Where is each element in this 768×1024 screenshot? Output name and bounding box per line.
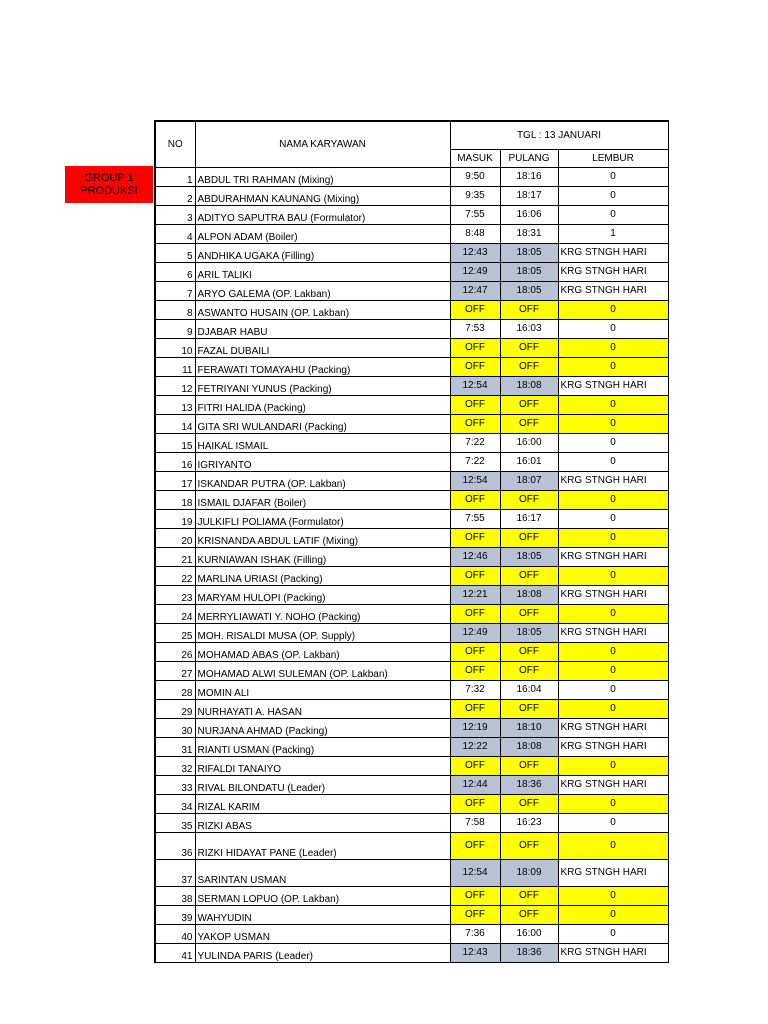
row-number: 28 [155, 680, 195, 699]
time-in: OFF [450, 395, 500, 414]
overtime: 0 [558, 905, 668, 924]
row-number: 20 [155, 528, 195, 547]
employee-name: RIFALDI TANAIYO [195, 756, 450, 775]
time-out: 18:08 [500, 737, 558, 756]
time-out: 18:09 [500, 859, 558, 886]
employee-name: ANDHIKA UGAKA (Filling) [195, 243, 450, 262]
overtime: 0 [558, 509, 668, 528]
time-in: OFF [450, 905, 500, 924]
time-in: OFF [450, 528, 500, 547]
table-row [155, 319, 668, 338]
employee-name: MARLINA URIASI (Packing) [195, 566, 450, 585]
row-number: 16 [155, 452, 195, 471]
employee-name: YULINDA PARIS (Leader) [195, 943, 450, 962]
time-out: OFF [500, 756, 558, 775]
employee-name: ARIL TALIKI [195, 262, 450, 281]
table-row [155, 886, 668, 905]
overtime: 0 [558, 813, 668, 832]
time-out: 16:23 [500, 813, 558, 832]
row-number: 37 [155, 859, 195, 886]
table-row [155, 623, 668, 642]
time-in: 12:43 [450, 243, 500, 262]
employee-name: JULKIFLI POLIAMA (Formulator) [195, 509, 450, 528]
employee-name: SERMAN LOPUO (OP. Lakban) [195, 886, 450, 905]
time-out: 16:17 [500, 509, 558, 528]
overtime: 0 [558, 924, 668, 943]
time-out: OFF [500, 642, 558, 661]
time-out: OFF [500, 338, 558, 357]
time-out: OFF [500, 661, 558, 680]
overtime: 0 [558, 642, 668, 661]
time-out: 18:36 [500, 943, 558, 962]
table-row [155, 509, 668, 528]
time-out: OFF [500, 794, 558, 813]
row-number: 7 [155, 281, 195, 300]
time-in: OFF [450, 661, 500, 680]
employee-name: YAKOP USMAN [195, 924, 450, 943]
time-out: 18:07 [500, 471, 558, 490]
table-row [155, 794, 668, 813]
time-in: OFF [450, 832, 500, 859]
table-row [155, 661, 668, 680]
time-out: OFF [500, 832, 558, 859]
table-row [155, 357, 668, 376]
overtime: KRG STNGH HARI [558, 471, 668, 490]
row-number: 21 [155, 547, 195, 566]
overtime: KRG STNGH HARI [558, 623, 668, 642]
time-in: OFF [450, 490, 500, 509]
row-number: 40 [155, 924, 195, 943]
employee-name: FAZAL DUBAILI [195, 338, 450, 357]
overtime: KRG STNGH HARI [558, 547, 668, 566]
overtime: 0 [558, 357, 668, 376]
time-in: OFF [450, 566, 500, 585]
overtime: KRG STNGH HARI [558, 585, 668, 604]
time-in: 12:49 [450, 262, 500, 281]
time-in: OFF [450, 357, 500, 376]
overtime: 0 [558, 414, 668, 433]
table-row [155, 186, 668, 205]
header-masuk: MASUK [450, 149, 500, 167]
table-row [155, 775, 668, 794]
table-row [155, 756, 668, 775]
time-out: 18:31 [500, 224, 558, 243]
overtime: 0 [558, 756, 668, 775]
time-in: OFF [450, 604, 500, 623]
employee-name: ABDUL TRI RAHMAN (Mixing) [195, 167, 450, 186]
time-in: OFF [450, 794, 500, 813]
time-in: 7:22 [450, 433, 500, 452]
employee-name: FITRI HALIDA (Packing) [195, 395, 450, 414]
row-number: 18 [155, 490, 195, 509]
time-in: 9:35 [450, 186, 500, 205]
overtime: 0 [558, 886, 668, 905]
time-in: 7:58 [450, 813, 500, 832]
time-out: 16:03 [500, 319, 558, 338]
table-row [155, 376, 668, 395]
row-number: 33 [155, 775, 195, 794]
table-body [155, 167, 668, 962]
overtime: 0 [558, 604, 668, 623]
time-in: 12:54 [450, 471, 500, 490]
employee-name: MOHAMAD ALWI SULEMAN (OP. Lakban) [195, 661, 450, 680]
time-in: 12:46 [450, 547, 500, 566]
overtime: 0 [558, 699, 668, 718]
time-out: 16:00 [500, 433, 558, 452]
time-out: 18:36 [500, 775, 558, 794]
table-row [155, 395, 668, 414]
time-in: OFF [450, 756, 500, 775]
row-number: 6 [155, 262, 195, 281]
employee-name: RIZKI ABAS [195, 813, 450, 832]
time-in: 12:49 [450, 623, 500, 642]
row-number: 8 [155, 300, 195, 319]
table-row [155, 943, 668, 962]
time-in: OFF [450, 886, 500, 905]
time-in: OFF [450, 699, 500, 718]
employee-name: FERAWATI TOMAYAHU (Packing) [195, 357, 450, 376]
time-in: 12:47 [450, 281, 500, 300]
overtime: KRG STNGH HARI [558, 859, 668, 886]
time-out: 18:05 [500, 623, 558, 642]
row-number: 35 [155, 813, 195, 832]
row-number: 3 [155, 205, 195, 224]
time-in: OFF [450, 300, 500, 319]
time-out: OFF [500, 395, 558, 414]
time-in: 12:44 [450, 775, 500, 794]
time-out: 16:01 [500, 452, 558, 471]
employee-name: MERRYLIAWATI Y. NOHO (Packing) [195, 604, 450, 623]
employee-name: DJABAR HABU [195, 319, 450, 338]
table-row [155, 205, 668, 224]
table-row [155, 604, 668, 623]
time-in: 12:19 [450, 718, 500, 737]
employee-name: SARINTAN USMAN [195, 859, 450, 886]
time-in: 7:53 [450, 319, 500, 338]
employee-name: RIZKI HIDAYAT PANE (Leader) [195, 832, 450, 859]
table-row [155, 300, 668, 319]
time-in: 12:22 [450, 737, 500, 756]
time-out: OFF [500, 528, 558, 547]
row-number: 30 [155, 718, 195, 737]
time-in: 7:55 [450, 205, 500, 224]
time-out: 16:06 [500, 205, 558, 224]
overtime: 0 [558, 300, 668, 319]
table-row [155, 859, 668, 886]
row-number: 22 [155, 566, 195, 585]
employee-name: ABDURAHMAN KAUNANG (Mixing) [195, 186, 450, 205]
row-number: 34 [155, 794, 195, 813]
row-number: 32 [155, 756, 195, 775]
table-row [155, 699, 668, 718]
time-in: 9:50 [450, 167, 500, 186]
table-row [155, 471, 668, 490]
time-out: OFF [500, 905, 558, 924]
overtime: 0 [558, 433, 668, 452]
time-out: 16:00 [500, 924, 558, 943]
time-out: OFF [500, 490, 558, 509]
employee-name: KURNIAWAN ISHAK (Filling) [195, 547, 450, 566]
table-row [155, 262, 668, 281]
table-row [155, 452, 668, 471]
overtime: KRG STNGH HARI [558, 262, 668, 281]
employee-name: IGRIYANTO [195, 452, 450, 471]
time-out: 18:05 [500, 547, 558, 566]
table-row [155, 167, 668, 186]
table-row [155, 566, 668, 585]
employee-name: MARYAM HULOPI (Packing) [195, 585, 450, 604]
overtime: 0 [558, 661, 668, 680]
time-out: 18:17 [500, 186, 558, 205]
row-number: 12 [155, 376, 195, 395]
employee-name: FETRIYANI YUNUS (Packing) [195, 376, 450, 395]
row-number: 29 [155, 699, 195, 718]
time-out: OFF [500, 357, 558, 376]
overtime: 0 [558, 832, 668, 859]
table-row [155, 642, 668, 661]
employee-name: MOHAMAD ABAS (OP. Lakban) [195, 642, 450, 661]
overtime: KRG STNGH HARI [558, 943, 668, 962]
table-row [155, 414, 668, 433]
table-row [155, 737, 668, 756]
time-in: 12:54 [450, 859, 500, 886]
employee-name: KRISNANDA ABDUL LATIF (Mixing) [195, 528, 450, 547]
row-number: 4 [155, 224, 195, 243]
employee-name: NURJANA AHMAD (Packing) [195, 718, 450, 737]
overtime: 0 [558, 186, 668, 205]
table-row [155, 832, 668, 859]
row-number: 26 [155, 642, 195, 661]
row-number: 11 [155, 357, 195, 376]
table-row [155, 490, 668, 509]
table-row [155, 924, 668, 943]
overtime: 0 [558, 490, 668, 509]
overtime: KRG STNGH HARI [558, 376, 668, 395]
row-number: 25 [155, 623, 195, 642]
time-in: OFF [450, 338, 500, 357]
time-in: 7:55 [450, 509, 500, 528]
header-date: TGL : 13 JANUARI [450, 121, 668, 149]
overtime: KRG STNGH HARI [558, 281, 668, 300]
header-lembur: LEMBUR [558, 149, 668, 167]
table-row [155, 905, 668, 924]
row-number: 23 [155, 585, 195, 604]
overtime: 0 [558, 680, 668, 699]
time-out: 18:05 [500, 243, 558, 262]
row-number: 17 [155, 471, 195, 490]
time-out: OFF [500, 699, 558, 718]
employee-name: HAIKAL ISMAIL [195, 433, 450, 452]
employee-name: ISKANDAR PUTRA (OP. Lakban) [195, 471, 450, 490]
overtime: 0 [558, 452, 668, 471]
employee-name: ARYO GALEMA (OP. Lakban) [195, 281, 450, 300]
overtime: KRG STNGH HARI [558, 243, 668, 262]
time-out: OFF [500, 414, 558, 433]
row-number: 5 [155, 243, 195, 262]
time-in: 7:32 [450, 680, 500, 699]
time-out: 16:04 [500, 680, 558, 699]
row-number: 31 [155, 737, 195, 756]
row-number: 13 [155, 395, 195, 414]
employee-name: ADITYO SAPUTRA BAU (Formulator) [195, 205, 450, 224]
employee-name: ALPON ADAM (Boiler) [195, 224, 450, 243]
time-in: 8:48 [450, 224, 500, 243]
employee-name: NURHAYATI A. HASAN [195, 699, 450, 718]
row-number: 9 [155, 319, 195, 338]
table-row [155, 528, 668, 547]
table-row [155, 547, 668, 566]
overtime: 1 [558, 224, 668, 243]
row-number: 39 [155, 905, 195, 924]
row-number: 10 [155, 338, 195, 357]
table-row [155, 243, 668, 262]
row-number: 38 [155, 886, 195, 905]
time-out: OFF [500, 300, 558, 319]
employee-name: RIANTI USMAN (Packing) [195, 737, 450, 756]
table-row [155, 224, 668, 243]
group-label-badge [65, 166, 153, 203]
table-row [155, 718, 668, 737]
table-row [155, 338, 668, 357]
employee-name: ISMAIL DJAFAR (Boiler) [195, 490, 450, 509]
row-number: 19 [155, 509, 195, 528]
header-pulang: PULANG [500, 149, 558, 167]
employee-name: MOH. RISALDI MUSA (OP. Supply) [195, 623, 450, 642]
employee-name: GITA SRI WULANDARI (Packing) [195, 414, 450, 433]
row-number: 27 [155, 661, 195, 680]
employee-name: RIVAL BILONDATU (Leader) [195, 775, 450, 794]
employee-name: WAHYUDIN [195, 905, 450, 924]
group-label-line1: GROUP 1 [84, 171, 134, 184]
overtime: 0 [558, 167, 668, 186]
time-out: 18:05 [500, 281, 558, 300]
time-out: 18:08 [500, 376, 558, 395]
time-in: OFF [450, 642, 500, 661]
row-number: 14 [155, 414, 195, 433]
row-number: 15 [155, 433, 195, 452]
row-number: 1 [155, 167, 195, 186]
group-label-line2: PRODUKSI [80, 184, 138, 197]
overtime: 0 [558, 528, 668, 547]
overtime: 0 [558, 319, 668, 338]
time-out: OFF [500, 604, 558, 623]
overtime: KRG STNGH HARI [558, 737, 668, 756]
row-number: 2 [155, 186, 195, 205]
time-in: OFF [450, 414, 500, 433]
overtime: 0 [558, 338, 668, 357]
time-out: 18:05 [500, 262, 558, 281]
time-in: 7:22 [450, 452, 500, 471]
row-number: 24 [155, 604, 195, 623]
overtime: KRG STNGH HARI [558, 775, 668, 794]
table-row [155, 281, 668, 300]
table-row [155, 813, 668, 832]
attendance-table [154, 120, 669, 963]
overtime: 0 [558, 205, 668, 224]
overtime: KRG STNGH HARI [558, 718, 668, 737]
overtime: 0 [558, 794, 668, 813]
time-in: 7:36 [450, 924, 500, 943]
time-out: OFF [500, 886, 558, 905]
time-in: 12:21 [450, 585, 500, 604]
time-out: 18:10 [500, 718, 558, 737]
time-in: 12:54 [450, 376, 500, 395]
employee-name: RIZAL KARIM [195, 794, 450, 813]
time-in: 12:43 [450, 943, 500, 962]
header-no: NO [155, 121, 195, 167]
time-out: 18:08 [500, 585, 558, 604]
row-number: 41 [155, 943, 195, 962]
table-row [155, 433, 668, 452]
time-out: OFF [500, 566, 558, 585]
table-row [155, 585, 668, 604]
overtime: 0 [558, 566, 668, 585]
table-row [155, 680, 668, 699]
header-name: NAMA KARYAWAN [195, 121, 450, 167]
row-number: 36 [155, 832, 195, 859]
employee-name: ASWANTO HUSAIN (OP. Lakban) [195, 300, 450, 319]
time-out: 18:16 [500, 167, 558, 186]
overtime: 0 [558, 395, 668, 414]
employee-name: MOMIN ALI [195, 680, 450, 699]
